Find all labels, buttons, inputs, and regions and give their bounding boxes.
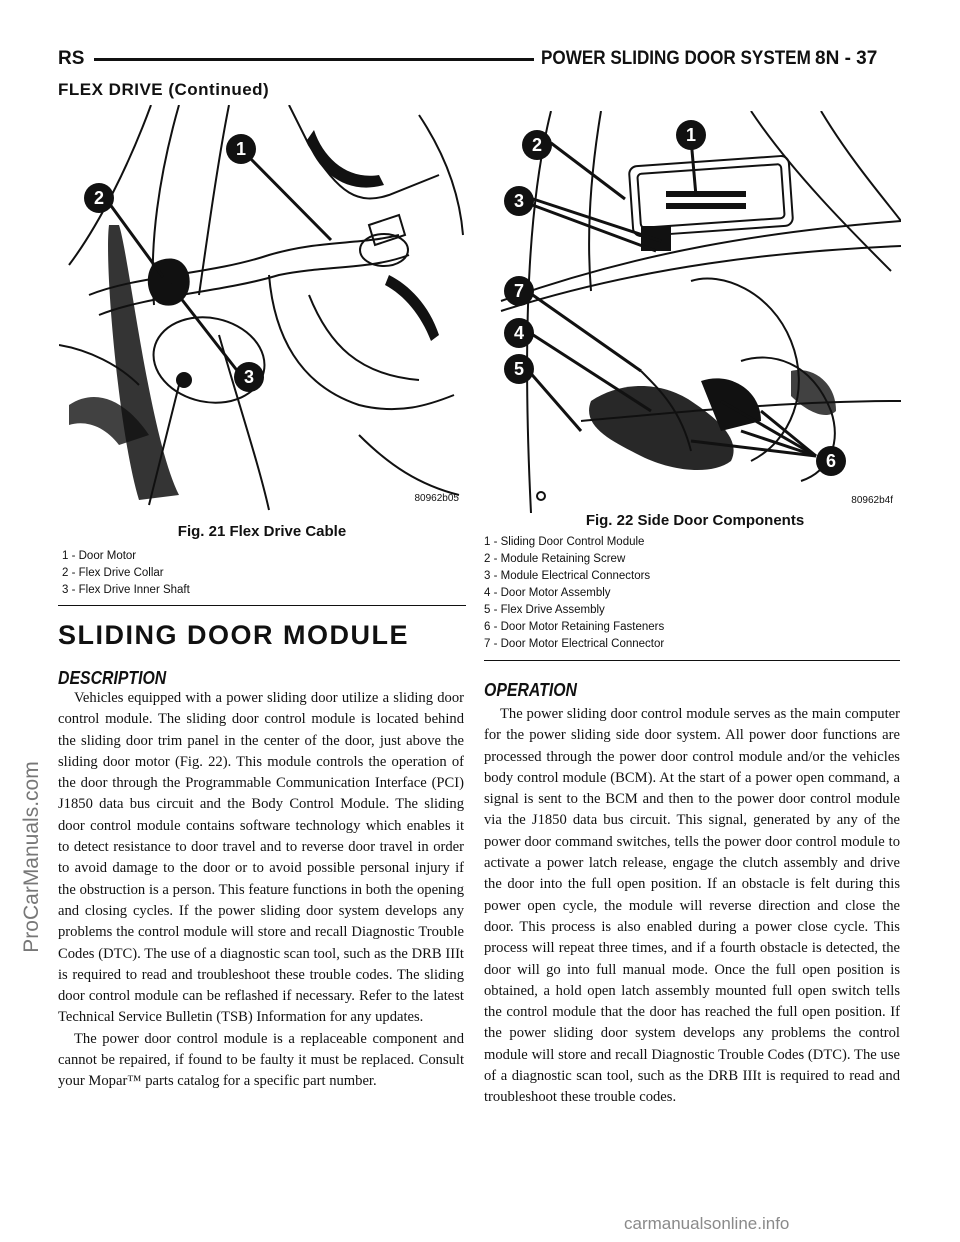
fig21-caption: Fig. 21 Flex Drive Cable [177, 523, 347, 540]
fig21-legend-item: 2 - Flex Drive Collar [62, 567, 164, 579]
figure-side-door-components [490, 110, 902, 514]
operation-heading: OPERATION [484, 680, 577, 700]
fig22-legend-item: 4 - Door Motor Assembly [484, 587, 611, 599]
fig22-callout-2: 2 [531, 135, 543, 155]
flex-drive-illustration [59, 105, 467, 513]
header-rule [94, 58, 534, 61]
description-paragraph: The power door control module is a replaceable component and cannot be repaired, if found to be faulty it must be replaced. Consult your Mopar™ parts catalog for a specific part number. [58, 1030, 464, 1090]
page-number: 8N - 37 [815, 48, 878, 69]
fig22-legend-item: 6 - Door Motor Retaining Fasteners [484, 621, 665, 633]
fig22-callout-6: 6 [825, 451, 837, 471]
fig22-legend-item: 3 - Module Electrical Connectors [484, 570, 651, 582]
bottom-watermark: carmanualsonline.info [624, 1214, 790, 1233]
fig22-legend-item: 1 - Sliding Door Control Module [484, 536, 645, 548]
fig21-legend-item: 1 - Door Motor [62, 550, 137, 562]
fig22-callout-1: 1 [685, 125, 697, 145]
fig22-callout-5: 5 [513, 359, 525, 379]
description-text [58, 688, 464, 1093]
fig22-callout-4: 4 [513, 323, 525, 343]
fig22-code: 80962b4f [851, 495, 893, 506]
description-heading: DESCRIPTION [58, 668, 167, 688]
fig21-legend-item: 3 - Flex Drive Inner Shaft [62, 584, 190, 596]
side-door-illustration [491, 111, 901, 513]
fig22-legend-item: 2 - Module Retaining Screw [484, 553, 626, 565]
fig22-callout-3: 3 [513, 191, 525, 211]
fig22-caption-rule [484, 660, 900, 661]
description-paragraph: Vehicles equipped with a power sliding door utilize a sliding door control module. The sliding door control module is located behind the sliding door trim panel in the center of the door, just above the sliding door motor (Fig. 22). This module controls the operation of the door through the Programmable Communication Interface (PCI) J1850 data bus circuit and the Body Control Module. The sliding door control module contains software technology which enables it to detect resistance to door travel and to reverse door travel in order to avoid damage to the door or to avoid possible personal injury if the obstruction is a person. This feature functions in both the opening and closing cycles. If the power sliding door system develops any problems the control module will store and recall Diagnostic Trouble Codes (DTC). The use of a diagnostic scan tool, such as the DRB IIIt is required to read and troubleshoot these trouble codes. The sliding door control module can be reflashed if necessary. Refer to the latest Technical Service Bulletin (TSB) Information for any updates. [58, 690, 464, 1026]
fig21-callout-3: 3 [243, 367, 255, 387]
header-title: POWER SLIDING DOOR SYSTEM [541, 48, 811, 69]
header-manual-code: RS [58, 48, 85, 69]
fig21-callout-1: 1 [235, 139, 247, 159]
fig22-legend-item: 7 - Door Motor Electrical Connector [484, 638, 665, 650]
fig22-legend [484, 534, 664, 653]
fig22-legend-item: 5 - Flex Drive Assembly [484, 604, 605, 616]
module-heading: SLIDING DOOR MODULE [58, 620, 409, 650]
operation-paragraph: The power sliding door control module serves as the main computer for the power sliding side door system. All power door functions are processed through the power door control module and/or the vehicles body control module (BCM). At the start of a power open command, a signal is sent to the BCM and then to the power door control module via the J1850 data bus circuit. This signal, generated by any of the power door command switches, tells the power door control module to activate a power latch release, engage the clutch assembly and drive the door into the full open position. If an obstacle is felt during this power open cycle, the module will reverse direction and close the door. This process is also enabled during a power close cycle. This process will repeat three times, and if a fourth obstacle is detected, the door will go into full manual mode. Once the full open position is obtained, a hold open latch assembly mounted full open switch tells the control module that the door has reached the full open position. If the power sliding door system develops any problems the control module will store and recall Diagnostic Trouble Codes (DTC). The use of a diagnostic scan tool, such as the DRB IIIt is required to read and troubleshoot these trouble codes. [484, 706, 900, 1106]
section-continued-heading: FLEX DRIVE (Continued) [58, 80, 270, 99]
fig22-callout-7: 7 [513, 281, 525, 301]
fig22-caption: Fig. 22 Side Door Components [585, 512, 805, 529]
fig21-code: 80962b05 [414, 493, 459, 504]
side-watermark: ProCarManuals.com [20, 761, 43, 953]
figure-flex-drive-cable [58, 104, 468, 514]
fig21-legend [62, 548, 190, 599]
fig21-caption-rule [58, 605, 466, 606]
fig21-callout-2: 2 [93, 188, 105, 208]
operation-text [484, 704, 900, 1109]
